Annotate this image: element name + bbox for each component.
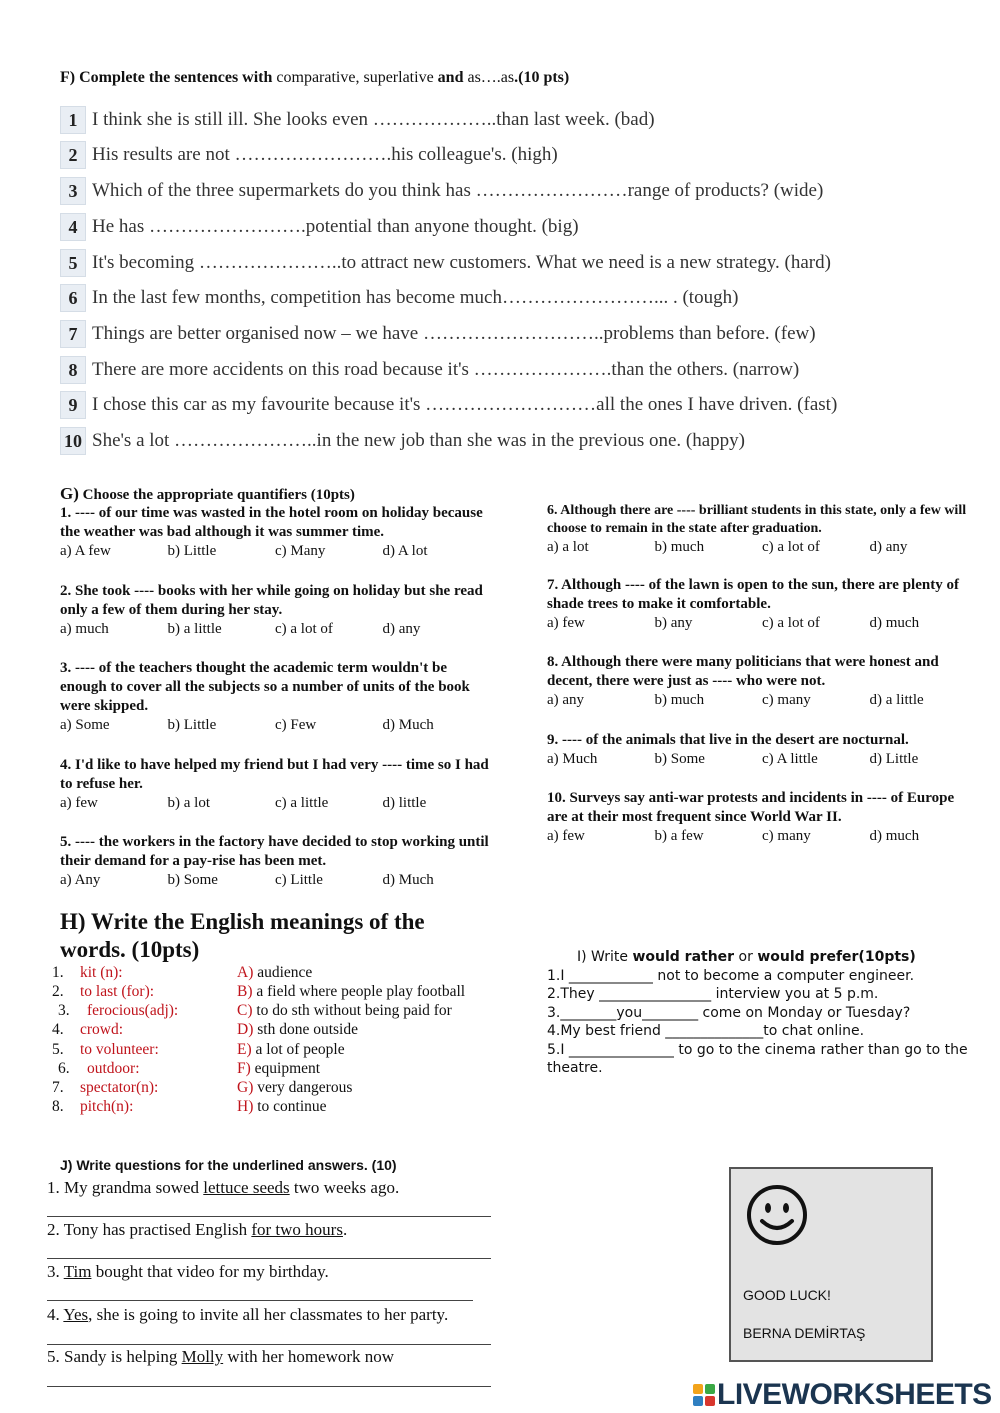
option[interactable]: d) little bbox=[382, 795, 427, 811]
option[interactable]: a) Any bbox=[60, 872, 101, 888]
logo-blocks-icon bbox=[693, 1384, 715, 1406]
item-number: 8 bbox=[60, 356, 86, 384]
item-number: 7 bbox=[60, 320, 86, 348]
definition: A) audience bbox=[237, 964, 313, 981]
author-name: BERNA DEMİRTAŞ bbox=[743, 1325, 866, 1341]
item-number: 5 bbox=[60, 249, 86, 277]
item-number: 1 bbox=[60, 106, 86, 134]
section-i-title: I) Write would rather or would prefer(10pts) bbox=[577, 949, 916, 965]
question-stem: 7. Although ---- of the lawn is open to the sun, there are plenty of shade trees to make it comfortable. bbox=[547, 577, 959, 612]
exercise-f-item bbox=[60, 140, 558, 170]
option[interactable]: a) A few bbox=[60, 543, 111, 559]
sentence-text: I chose this car as my favourite because it's ………………………all the ones I have driven. (fast) bbox=[92, 394, 838, 415]
quantifier-question bbox=[60, 833, 490, 890]
section-j-title: J) Write questions for the underlined answers. (10) bbox=[60, 1157, 397, 1173]
option[interactable]: a) a lot bbox=[547, 539, 589, 555]
sentence-text: Which of the three supermarkets do you think has ……………………range of products? (wide) bbox=[92, 180, 824, 201]
question-stem: 4. I'd like to have helped my friend but I had very ---- time so I had to refuse her. bbox=[60, 757, 489, 792]
good-luck-text: GOOD LUCK! bbox=[743, 1287, 831, 1303]
option[interactable]: b) a few bbox=[654, 828, 704, 844]
vocab-word: 5. to volunteer: bbox=[52, 1041, 159, 1058]
vocab-word: 6. outdoor: bbox=[58, 1060, 140, 1077]
quantifier-question bbox=[60, 659, 490, 735]
option[interactable]: b) much bbox=[654, 692, 705, 708]
question-prompt: 5. Sandy is helping Molly with her homework now bbox=[47, 1347, 395, 1366]
underlined-answer: lettuce seeds bbox=[203, 1178, 290, 1197]
option[interactable]: b) Some bbox=[654, 751, 705, 767]
option[interactable]: a) Much bbox=[547, 751, 598, 767]
liveworksheets-logo bbox=[693, 1378, 992, 1412]
vocab-word: 1. kit (n): bbox=[52, 964, 123, 981]
option[interactable]: c) a lot of bbox=[275, 621, 333, 637]
exercise-f-item bbox=[60, 390, 837, 420]
vocab-word: 3. ferocious(adj): bbox=[58, 1002, 179, 1019]
logo-text: LIVEWORKSHEETS bbox=[717, 1378, 992, 1411]
option[interactable]: d) much bbox=[869, 828, 920, 844]
vocab-word: 7. spectator(n): bbox=[52, 1079, 159, 1096]
option[interactable]: d) Much bbox=[382, 717, 434, 733]
exercise-f-item bbox=[60, 355, 799, 385]
definition: C) to do sth without being paid for bbox=[237, 1002, 452, 1019]
answer-line[interactable] bbox=[47, 1386, 491, 1387]
option[interactable]: a) any bbox=[547, 692, 585, 708]
question-prompt: 1. My grandma sowed lettuce seeds two weeks ago. bbox=[47, 1178, 400, 1197]
option[interactable]: c) a little bbox=[275, 795, 329, 811]
option[interactable]: a) much bbox=[60, 621, 109, 637]
question-stem: 6. Although there are ---- brilliant students in this state, only a few will choose to remain in the state after graduation. bbox=[547, 503, 967, 536]
underlined-answer: Molly bbox=[181, 1347, 224, 1366]
option[interactable]: c) Few bbox=[275, 717, 317, 733]
sentence-text: There are more accidents on this road because it's ………………….than the others. (narrow) bbox=[92, 359, 800, 380]
option[interactable]: c) Little bbox=[275, 872, 323, 888]
underlined-answer: Tim bbox=[63, 1262, 92, 1281]
question-stem: 1. ---- of our time was wasted in the hotel room on holiday because the weather was bad although it was summer time. bbox=[60, 505, 483, 540]
option[interactable]: b) Some bbox=[167, 872, 218, 888]
underlined-answer: Yes bbox=[63, 1305, 89, 1324]
section-h-title: H) Write the English meanings of the words. (10pts) bbox=[60, 909, 425, 962]
vocab-word: 4. crowd: bbox=[52, 1021, 124, 1038]
logo-block bbox=[705, 1384, 715, 1394]
exercise-f-item bbox=[60, 105, 655, 135]
vocab-word: 8. pitch(n): bbox=[52, 1098, 134, 1115]
quantifier-question bbox=[60, 504, 490, 561]
section-i bbox=[547, 948, 987, 1078]
option[interactable]: b) any bbox=[654, 615, 693, 631]
section-g-title: G) Choose the appropriate quantifiers (10pts) bbox=[60, 484, 355, 503]
option[interactable]: c) many bbox=[762, 828, 811, 844]
sentence-text: It's becoming …………………..to attract new customers. What we need is a new strategy. (hard) bbox=[92, 252, 831, 273]
item-number: 4 bbox=[60, 213, 86, 241]
question-prompt: 3. Tim bought that video for my birthday. bbox=[47, 1262, 329, 1281]
answer-line[interactable] bbox=[47, 1344, 491, 1345]
option[interactable]: d) a little bbox=[869, 692, 924, 708]
option[interactable]: b) Little bbox=[167, 543, 217, 559]
logo-block bbox=[693, 1384, 703, 1394]
question-stem: 2. She took ---- books with her while going on holiday but she read only a few of them during her stay. bbox=[60, 583, 483, 618]
option[interactable]: d) Little bbox=[869, 751, 919, 767]
quantifier-question bbox=[547, 653, 977, 710]
quantifier-question bbox=[547, 731, 977, 769]
section-f-title: F) Complete the sentences with comparative, superlative and as….as.(10 pts) bbox=[60, 69, 570, 86]
question-prompt: 2. Tony has practised English for two hours. bbox=[47, 1220, 348, 1239]
fill-line[interactable]: 4.My best friend ______________to chat online. bbox=[547, 1023, 865, 1039]
item-number: 10 bbox=[60, 427, 86, 455]
sentence-text: His results are not …………………….his colleague's. (high) bbox=[92, 144, 558, 165]
exercise-f-item bbox=[60, 319, 816, 349]
option[interactable]: a) few bbox=[547, 828, 585, 844]
fill-line[interactable]: 3.________you________ come on Monday or Tuesday? bbox=[547, 1004, 911, 1021]
question-stem: 5. ---- the workers in the factory have decided to stop working until their demand for a pay-rise has been met. bbox=[60, 834, 489, 869]
answer-line[interactable] bbox=[47, 1300, 473, 1301]
item-number: 2 bbox=[60, 141, 86, 169]
sentence-text: In the last few months, competition has become much……………………... . (tough) bbox=[92, 287, 739, 308]
definition: H) to continue bbox=[237, 1098, 327, 1115]
quantifier-question bbox=[60, 582, 490, 639]
logo-block bbox=[705, 1396, 715, 1406]
vocab-word: 2. to last (for): bbox=[52, 983, 155, 1000]
logo-block bbox=[693, 1396, 703, 1406]
option[interactable]: c) A little bbox=[762, 751, 818, 767]
option[interactable]: d) A lot bbox=[382, 543, 428, 559]
option[interactable]: a) Some bbox=[60, 717, 110, 733]
item-number: 3 bbox=[60, 177, 86, 205]
option[interactable]: c) a lot of bbox=[762, 615, 820, 631]
answer-line[interactable] bbox=[47, 1216, 491, 1217]
fill-line[interactable]: 5.I _______________ to go to the cinema rather than go to the theatre. bbox=[547, 1041, 968, 1076]
exercise-f-item bbox=[60, 426, 745, 456]
exercise-f-item bbox=[60, 248, 831, 278]
option[interactable]: c) many bbox=[762, 692, 811, 708]
option[interactable]: c) Many bbox=[275, 543, 326, 559]
sentence-text: I think she is still ill. She looks even ………………..than last week. (bad) bbox=[92, 109, 655, 130]
item-number: 9 bbox=[60, 391, 86, 419]
quantifier-question bbox=[60, 756, 490, 813]
option[interactable]: c) a lot of bbox=[762, 539, 820, 555]
option[interactable]: b) much bbox=[654, 539, 705, 555]
smiley-icon bbox=[745, 1183, 809, 1247]
definition: E) a lot of people bbox=[237, 1041, 345, 1058]
definition: B) a field where people play football bbox=[237, 983, 466, 1000]
definition: D) sth done outside bbox=[237, 1021, 358, 1038]
quantifier-question bbox=[547, 502, 977, 557]
definition: F) equipment bbox=[237, 1060, 321, 1077]
sentence-text: He has …………………….potential than anyone thought. (big) bbox=[92, 216, 579, 237]
exercise-f-item bbox=[60, 212, 579, 242]
definition: G) very dangerous bbox=[237, 1079, 353, 1096]
option[interactable]: b) a lot bbox=[167, 795, 210, 811]
answer-line[interactable] bbox=[47, 1258, 491, 1259]
quantifier-question bbox=[547, 789, 977, 846]
quantifier-question bbox=[547, 576, 977, 633]
underlined-answer: for two hours bbox=[251, 1220, 343, 1239]
option[interactable]: b) Little bbox=[167, 717, 217, 733]
good-luck-box bbox=[729, 1167, 933, 1362]
option[interactable]: a) few bbox=[547, 615, 585, 631]
question-stem: 3. ---- of the teachers thought the academic term wouldn't be enough to cover all the subjects so a number of units of the book were skipped. bbox=[60, 660, 470, 714]
option[interactable]: a) few bbox=[60, 795, 98, 811]
option[interactable]: d) any bbox=[869, 539, 908, 555]
question-stem: 10. Surveys say anti-war protests and incidents in ---- of Europe are at their most frequent since World War II. bbox=[547, 790, 955, 825]
sentence-text: She's a lot …………………..in the new job than she was in the previous one. (happy) bbox=[92, 430, 746, 451]
option[interactable]: b) a little bbox=[167, 621, 222, 637]
fill-line[interactable]: 1.I ____________ not to become a computer engineer. bbox=[547, 967, 915, 984]
question-stem: 9. ---- of the animals that live in the desert are nocturnal. bbox=[547, 732, 909, 748]
option[interactable]: d) any bbox=[382, 621, 421, 637]
question-prompt: 4. Yes, she is going to invite all her classmates to her party. bbox=[47, 1305, 449, 1324]
exercise-f-item bbox=[60, 176, 823, 206]
exercise-f-item bbox=[60, 283, 738, 313]
item-number: 6 bbox=[60, 284, 86, 312]
option[interactable]: d) much bbox=[869, 615, 920, 631]
sentence-text: Things are better organised now – we have ………………………..problems than before. (few) bbox=[92, 323, 816, 344]
option[interactable]: d) Much bbox=[382, 872, 434, 888]
fill-line[interactable]: 2.They ________________ interview you at 5 p.m. bbox=[547, 986, 879, 1002]
question-stem: 8. Although there were many politicians that were honest and decent, there were just as ---- who were not. bbox=[547, 654, 939, 689]
